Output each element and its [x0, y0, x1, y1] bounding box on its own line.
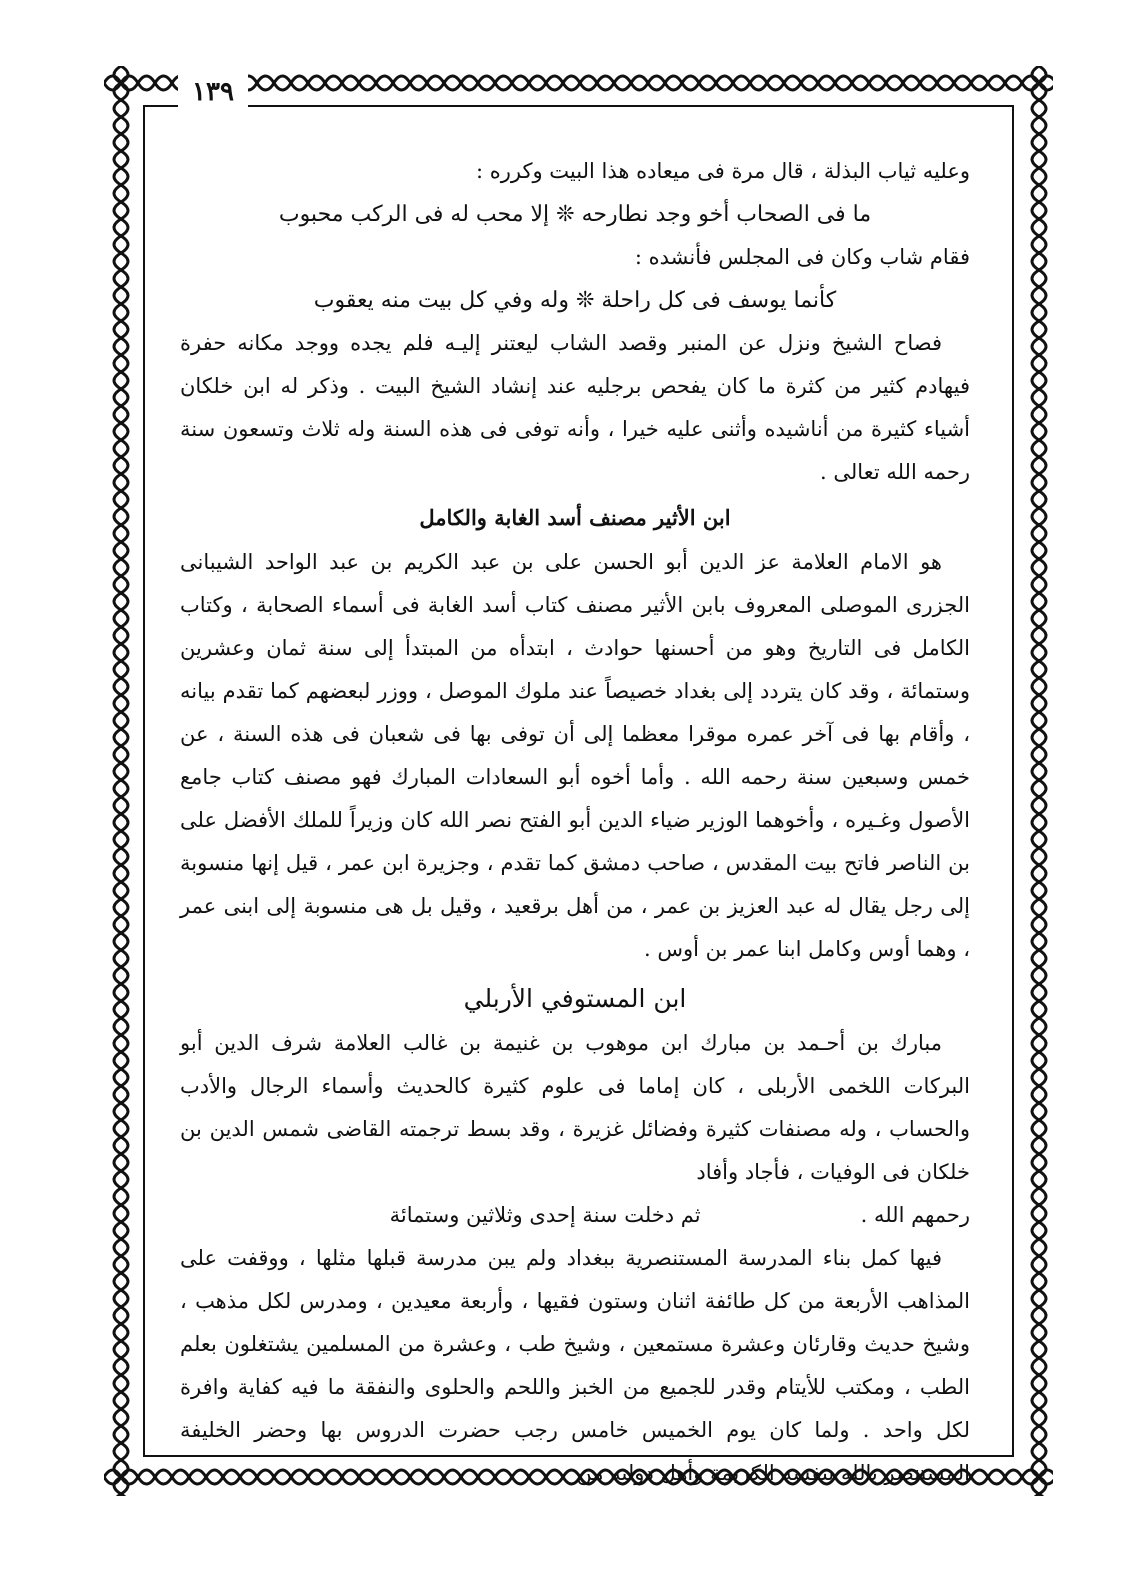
section-heading: ابن المستوفي الأربلي [463, 984, 687, 1013]
page-number: ١٣٩ [178, 72, 248, 112]
paragraph: وعليه ثياب البذلة ، قال مرة فى ميعاده هذا البيت وكرره : [476, 159, 970, 183]
page-body [180, 150, 970, 1485]
section-heading: ابن الأثير مصنف أسد الغابة والكامل [419, 505, 731, 530]
paragraph: فيها كمل بناء المدرسة المستنصرية ببغداد ولم يبن مدرسة قبلها مثلها ، ووقفت على المذاهب الأربعة من كل طائفة اثنان وستون فقيها ، وأربعة معيدين ، ومدرس لكل مذهب ، وشيخ حديث وقارئان وعشرة مستمعين ، وشيخ طب ، وعشرة من المسلمين يشتغلون بعلم الطب ، ومكتب للأيتام وقدر للجميع من الخبز واللحم والحلوى والنفقة ما فيه كفاية وافرة لكل واحد . ولما كان يوم الخميس خامس رجب حضرت الدروس بها وحضر الخليفة المستنصر بالله بنفسه الكريمة وأهل دولته من [180, 1246, 970, 1485]
verse-line: ما فى الصحاب أخو وجد نطارحه ❊ إلا محب له فى الركب محبوب [278, 202, 872, 227]
paragraph: مبارك بن أحـمد بن مبارك ابن موهوب بن غنيمة بن غالب العلامة شرف الدين أبو البركات اللخمى الأربلى ، كان إماما فى علوم كثيرة كالحديث وأسماء الرجال والأدب والحساب ، وله مصنفات كثيرة وفضائل غزيرة ، وقد بسط ترجمته القاضى شمس الدين بن خلكان فى الوفيات ، فأجاد وأفاد [180, 1031, 970, 1184]
paragraph: فقام شاب وكان فى المجلس فأنشده : [634, 245, 970, 269]
verse-line: كأنما يوسف فى كل راحلة ❊ وله وفي كل بيت منه يعقوب [313, 288, 837, 313]
closing-phrase: رحمهم الله . [860, 1203, 970, 1227]
paragraph: فصاح الشيخ ونزل عن المنبر وقصد الشاب ليعتنر إليـه فلم يجده ووجد مكانه حفرة فيهادم كثير من كثرة ما كان يفحص برجليه عند إنشاد الشيخ البيت . وذكر له ابن خلكان أشياء كثيرة من أناشيده وأثنى عليه خيرا ، وأنه توفى فى هذه السنة وله ثلاث وتسعون سنة رحمه الله تعالى . [180, 331, 970, 484]
paragraph: هو الامام العلامة عز الدين أبو الحسن على بن عبد الكريم بن عبد الواحد الشيبانى الجزرى الموصلى المعروف بابن الأثير مصنف كتاب أسد الغابة فى أسماء الصحابة ، وكتاب الكامل فى التاريخ وهو من أحسنها حوادث ، ابتدأه من المبتدأ إلى سنة ثمان وعشرين وستمائة ، وقد كان يتردد إلى بغداد خصيصاً عند ملوك الموصل ، ووزر لبعضهم كما تقدم بيانه ، وأقام بها فى آخر عمره موقرا معظما إلى أن توفى بها فى شعبان فى هذه السنة ، عن خمس وسبعين سنة رحمه الله . وأما أخوه أبو السعادات المبارك فهو مصنف كتاب جامع الأصول وغـيره ، وأخوهما الوزير ضياء الدين أبو الفتح نصر الله كان وزيراً للملك الأفضل على بن الناصر فاتح بيت المقدس ، صاحب دمشق كما تقدم ، وجزيرة ابن عمر ، قيل إنها منسوبة إلى رجل يقال له عبد العزيز بن عمر ، من أهل برقعيد ، وقيل بل هى منسوبة إلى ابنى عمر ، وهما أوس وكامل ابنا عمر بن أوس . [180, 550, 970, 961]
year-heading: ثم دخلت سنة إحدى وثلاثين وستمائة [389, 1203, 701, 1227]
closing-line [180, 1194, 970, 1237]
